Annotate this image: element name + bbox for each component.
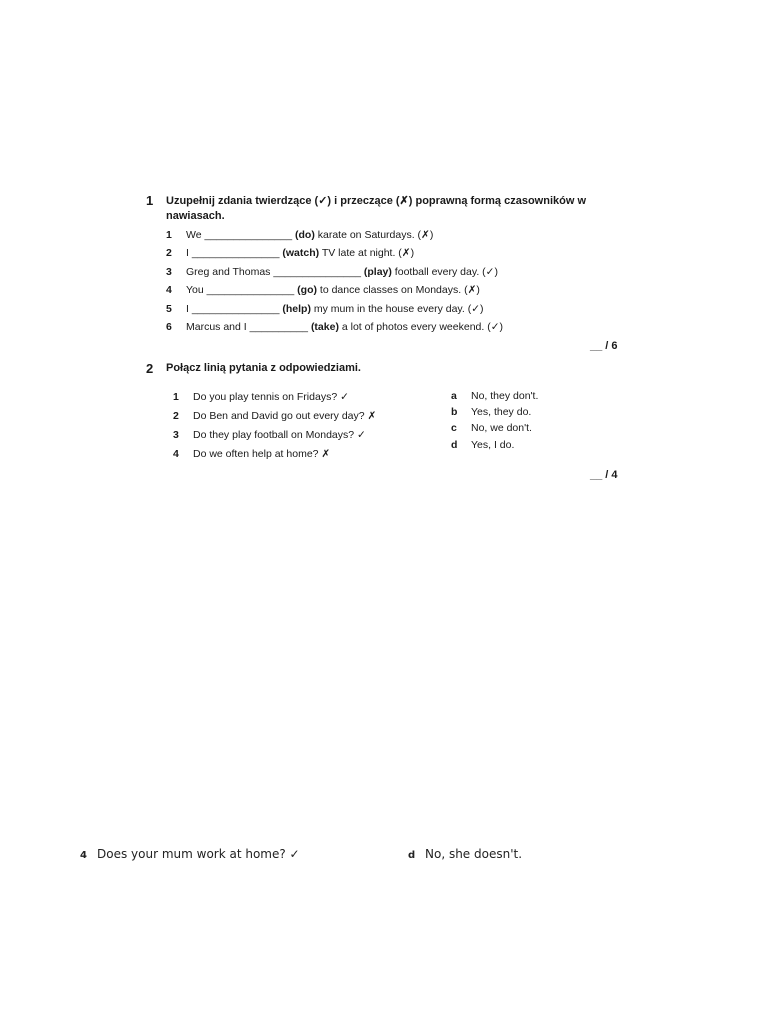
exercise-1-score: __ / 6 <box>590 340 618 352</box>
exercise-2-instruction: Połącz linią pytania z odpowiedziami. <box>166 362 361 374</box>
exercise-1-item: 2 I _______________ (watch) TV late at night. (✗) <box>166 247 415 259</box>
exercise-2-answer: b Yes, they do. <box>451 406 532 418</box>
exercise-1-item: 4 You _______________ (go) to dance classes on Mondays. (✗) <box>166 284 480 296</box>
exercise-2-answer: d Yes, I do. <box>451 439 515 451</box>
example-answer: d No, she doesn't. <box>408 847 523 861</box>
example-question: 4 Does your mum work at home? ✓ <box>80 847 300 861</box>
instruction-line-1: Uzupełnij zdania twierdzące (✓) i przeczące (✗) poprawną formą czasowników w <box>166 195 587 207</box>
exercise-2-score: __ / 4 <box>590 469 618 481</box>
exercise-2-question: 1 Do you play tennis on Fridays? ✓ <box>173 391 349 403</box>
exercise-1-item: 1 We _______________ (do) karate on Saturdays. (✗) <box>166 229 434 241</box>
exercise-2-answer: c No, we don't. <box>451 422 532 434</box>
exercise-2-answer: a No, they don't. <box>451 390 539 402</box>
exercise-1-instruction <box>166 194 586 224</box>
instruction-line-2: nawiasach. <box>166 210 225 222</box>
exercise-1-item: 3 Greg and Thomas _______________ (play) football every day. (✓) <box>166 266 498 278</box>
exercise-2-question: 4 Do we often help at home? ✗ <box>173 448 331 460</box>
exercise-1-item: 5 I _______________ (help) my mum in the house every day. (✓) <box>166 303 484 315</box>
exercise-1-item: 6 Marcus and I __________ (take) a lot of photos every weekend. (✓) <box>166 321 504 333</box>
exercise-2-question: 2 Do Ben and David go out every day? ✗ <box>173 410 377 422</box>
exercise-2-question: 3 Do they play football on Mondays? ✓ <box>173 429 366 441</box>
exercise-1-number: 1 <box>146 193 154 208</box>
exercise-2-number: 2 <box>146 361 154 376</box>
